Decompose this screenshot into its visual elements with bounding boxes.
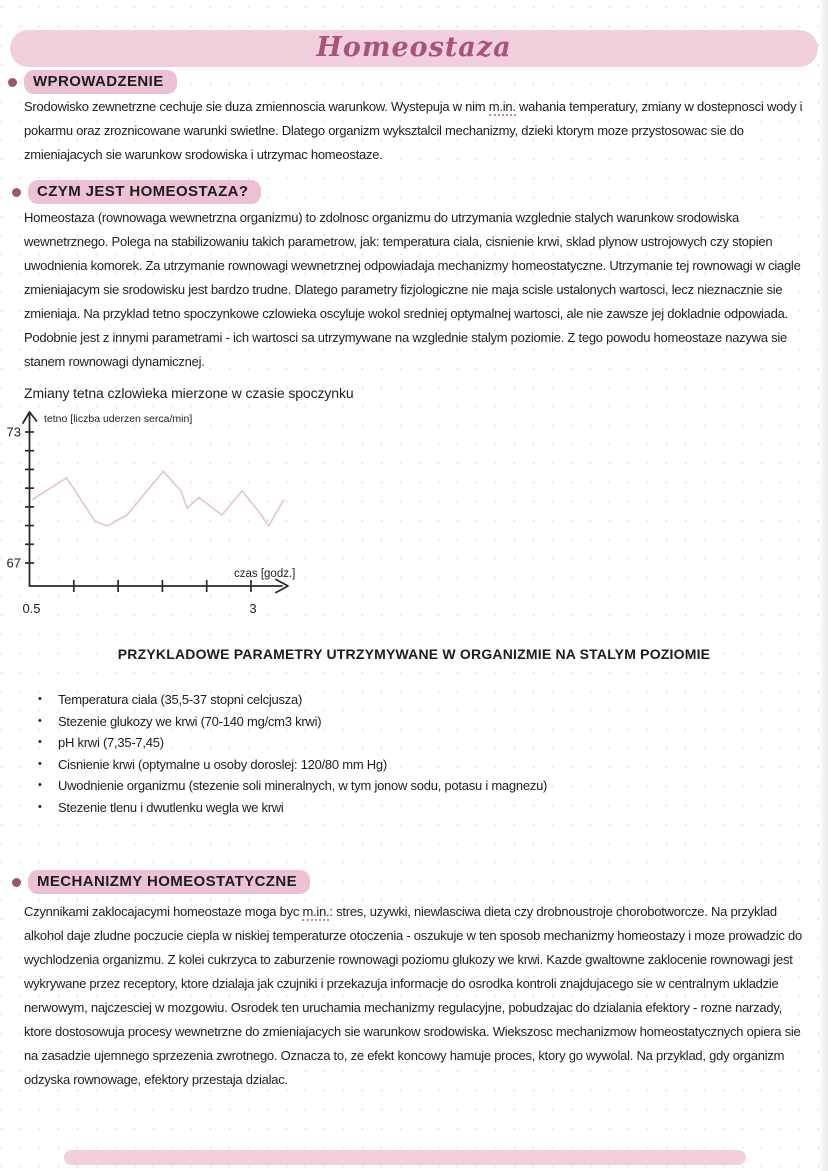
- mechanisms-text-before: Czynnikami zaklocajacymi homeostaze moga byc: [24, 904, 303, 919]
- bullet-icon: •: [38, 693, 42, 705]
- section-header-wprowadzenie: [8, 70, 177, 94]
- x-axis-label: czas [godz.]: [234, 568, 296, 580]
- list-item-text: Stezenie glukozy we krwi (70-140 mg/cm3 krwi): [58, 713, 322, 729]
- list-item: [38, 754, 658, 776]
- svg-text:0.5: 0.5: [22, 601, 41, 616]
- bullet-icon: •: [38, 714, 42, 727]
- mechanisms-underlined-term: m.in.: [302, 904, 330, 919]
- bullet-icon: •: [38, 736, 42, 748]
- y-axis-label: tetno [liczba uderzen serca/min]: [44, 413, 193, 425]
- next-section-banner: [64, 1150, 746, 1165]
- pulse-series-line: [32, 471, 284, 526]
- list-item-text: pH krwi (7,35-7,45): [58, 735, 164, 750]
- pulse-line-chart: [0, 400, 320, 635]
- list-item: [38, 689, 658, 711]
- list-item: [38, 775, 658, 797]
- list-item: [38, 797, 658, 819]
- what-is-paragraph: Homeostaza (rownowaga wewnetrzna organizmu) to zdolnosc organizmu do utrzymania wzglednie stalych warunkow srodowiska wewnetrznego. Polega na stabilizowaniu takich parametrow, jak: temperatura ciala, cisnienie krwi, sklad plynow ustrojowych czy stopien uwodnienia komorek. Za utrzymanie rownowagi wewnetrznej odpowiadaja mechanizmy homeostatyczne. Utrzymanie tej rownowagi w ciagle zmieniajacym sie srodowisku jest bardzo trudne. Dlatego parametry fizjologiczne nie maja scisle ustalonych wartosci, lecz nieznacznie sie zmieniaja. Na przyklad tetno spoczynkowe czlowieka oscyluje wokol sredniej optymalnej wartosci, ale nie zawsze jej dokladnie odpowiada. Podobnie jest z innymi parametrami - ich wartosci sa utrzymywane na wzglednie stalym poziomie. Z tego powodu homeostaze nazywa sie stanem rownowagi dynamicznej.: [24, 210, 801, 369]
- page-edge-shadow: [819, 0, 828, 1171]
- list-item-text: Stezenie tlenu i dwutlenku wegla we krwi: [58, 799, 284, 815]
- section-header-mechanizmy: [12, 870, 310, 894]
- bullet-icon: •: [38, 779, 42, 791]
- intro-paragraph: [24, 95, 812, 167]
- section-header-czym-jest: [12, 180, 261, 204]
- list-item-text: Temperatura ciala (35,5-37 stopni celcjusza): [58, 692, 303, 707]
- list-item-text: Uwodnienie organizmu (stezenie soli mineralnych, w tym jonow sodu, potasu i magnezu): [58, 778, 548, 793]
- intro-underlined-term: m.in.: [488, 99, 516, 114]
- svg-text:67: 67: [6, 555, 21, 571]
- section-bullet-icon: [12, 188, 21, 197]
- bullet-icon: •: [38, 800, 42, 813]
- intro-text-after: wahania temperatury, zmiany w dostepnosci wody i pokarmu oraz zroznicowane warunki swietlne. Dlatego organizm wyksztalcil mechanizmy, dzieki ktorym moze przystosowac sie do zmieniajacych sie warunkow srodowiska i utrzymac homeostaze.: [24, 99, 803, 162]
- bullet-icon: •: [38, 757, 42, 770]
- parameters-heading: PRZYKLADOWE PARAMETRY UTRZYMYWANE W ORGANIZMIE NA STALYM POZIOMIE: [117, 646, 711, 662]
- mechanisms-paragraph: [24, 900, 812, 1092]
- svg-text:73: 73: [6, 424, 21, 440]
- mechanisms-text-after: : stres, uzywki, niewlasciwa dieta czy drobnoustroje chorobotworcze. Na przyklad alkohol daje zludne poczucie ciepla w niskiej temperaturze otoczenia - oszukuje w ten sposob mechanizmy homeostazy i moze prowadzic do wychlodzenia organizmu. Z kolei cukrzyca to zaburzenie rownowagi poziomu glukozy we krwi. Kazde gwaltowne zaklocenie rownowagi jest wykrywane przez receptory, ktore dzialaja jak czujniki i przekazuja informacje do osrodka kontroli znajdujacego sie w centralnym ukladzie nerwowym, najczesciej w mozgowiu. Osrodek ten uruchamia mechanizmy regulacyjne, pobudzajac do dzialania efektory - rozne narzady, ktore dostosowuja procesy wewnetrzne do zmieniajacych sie warunkow srodowiska. Wiekszosc mechanizmow homeostatycznych opiera sie na zasadzie ujemnego sprzezenia zwrotnego. Oznacza to, ze efekt koncowy hamuje proces, ktory go wywolal. Na przyklad, gdy organizm odzyska rownowage, efektory przestaja dzialac.: [24, 904, 802, 1087]
- page-title: Homeostaza: [316, 32, 512, 63]
- section-heading: MECHANIZMY HOMEOSTATYCZNE: [28, 870, 310, 894]
- chart-title: Zmiany tetna czlowieka mierzone w czasie spoczynku: [24, 385, 354, 401]
- list-item: [38, 711, 658, 733]
- svg-text:3: 3: [249, 601, 257, 616]
- list-item-text: Cisnienie krwi (optymalne u osoby doroslej: 120/80 mm Hg): [58, 756, 387, 772]
- page-title-banner: [10, 30, 818, 67]
- section-bullet-icon: [12, 878, 21, 887]
- section-heading: CZYM JEST HOMEOSTAZA?: [28, 180, 261, 204]
- list-item: [38, 732, 658, 754]
- section-bullet-icon: [8, 78, 17, 87]
- parameters-list: [38, 689, 658, 818]
- axis-tick-labels: [7, 425, 257, 617]
- intro-text-before: Srodowisko zewnetrzne cechuje sie duza zmiennoscia warunkow. Wystepuja w nim: [24, 99, 489, 114]
- section-heading: WPROWADZENIE: [24, 70, 177, 94]
